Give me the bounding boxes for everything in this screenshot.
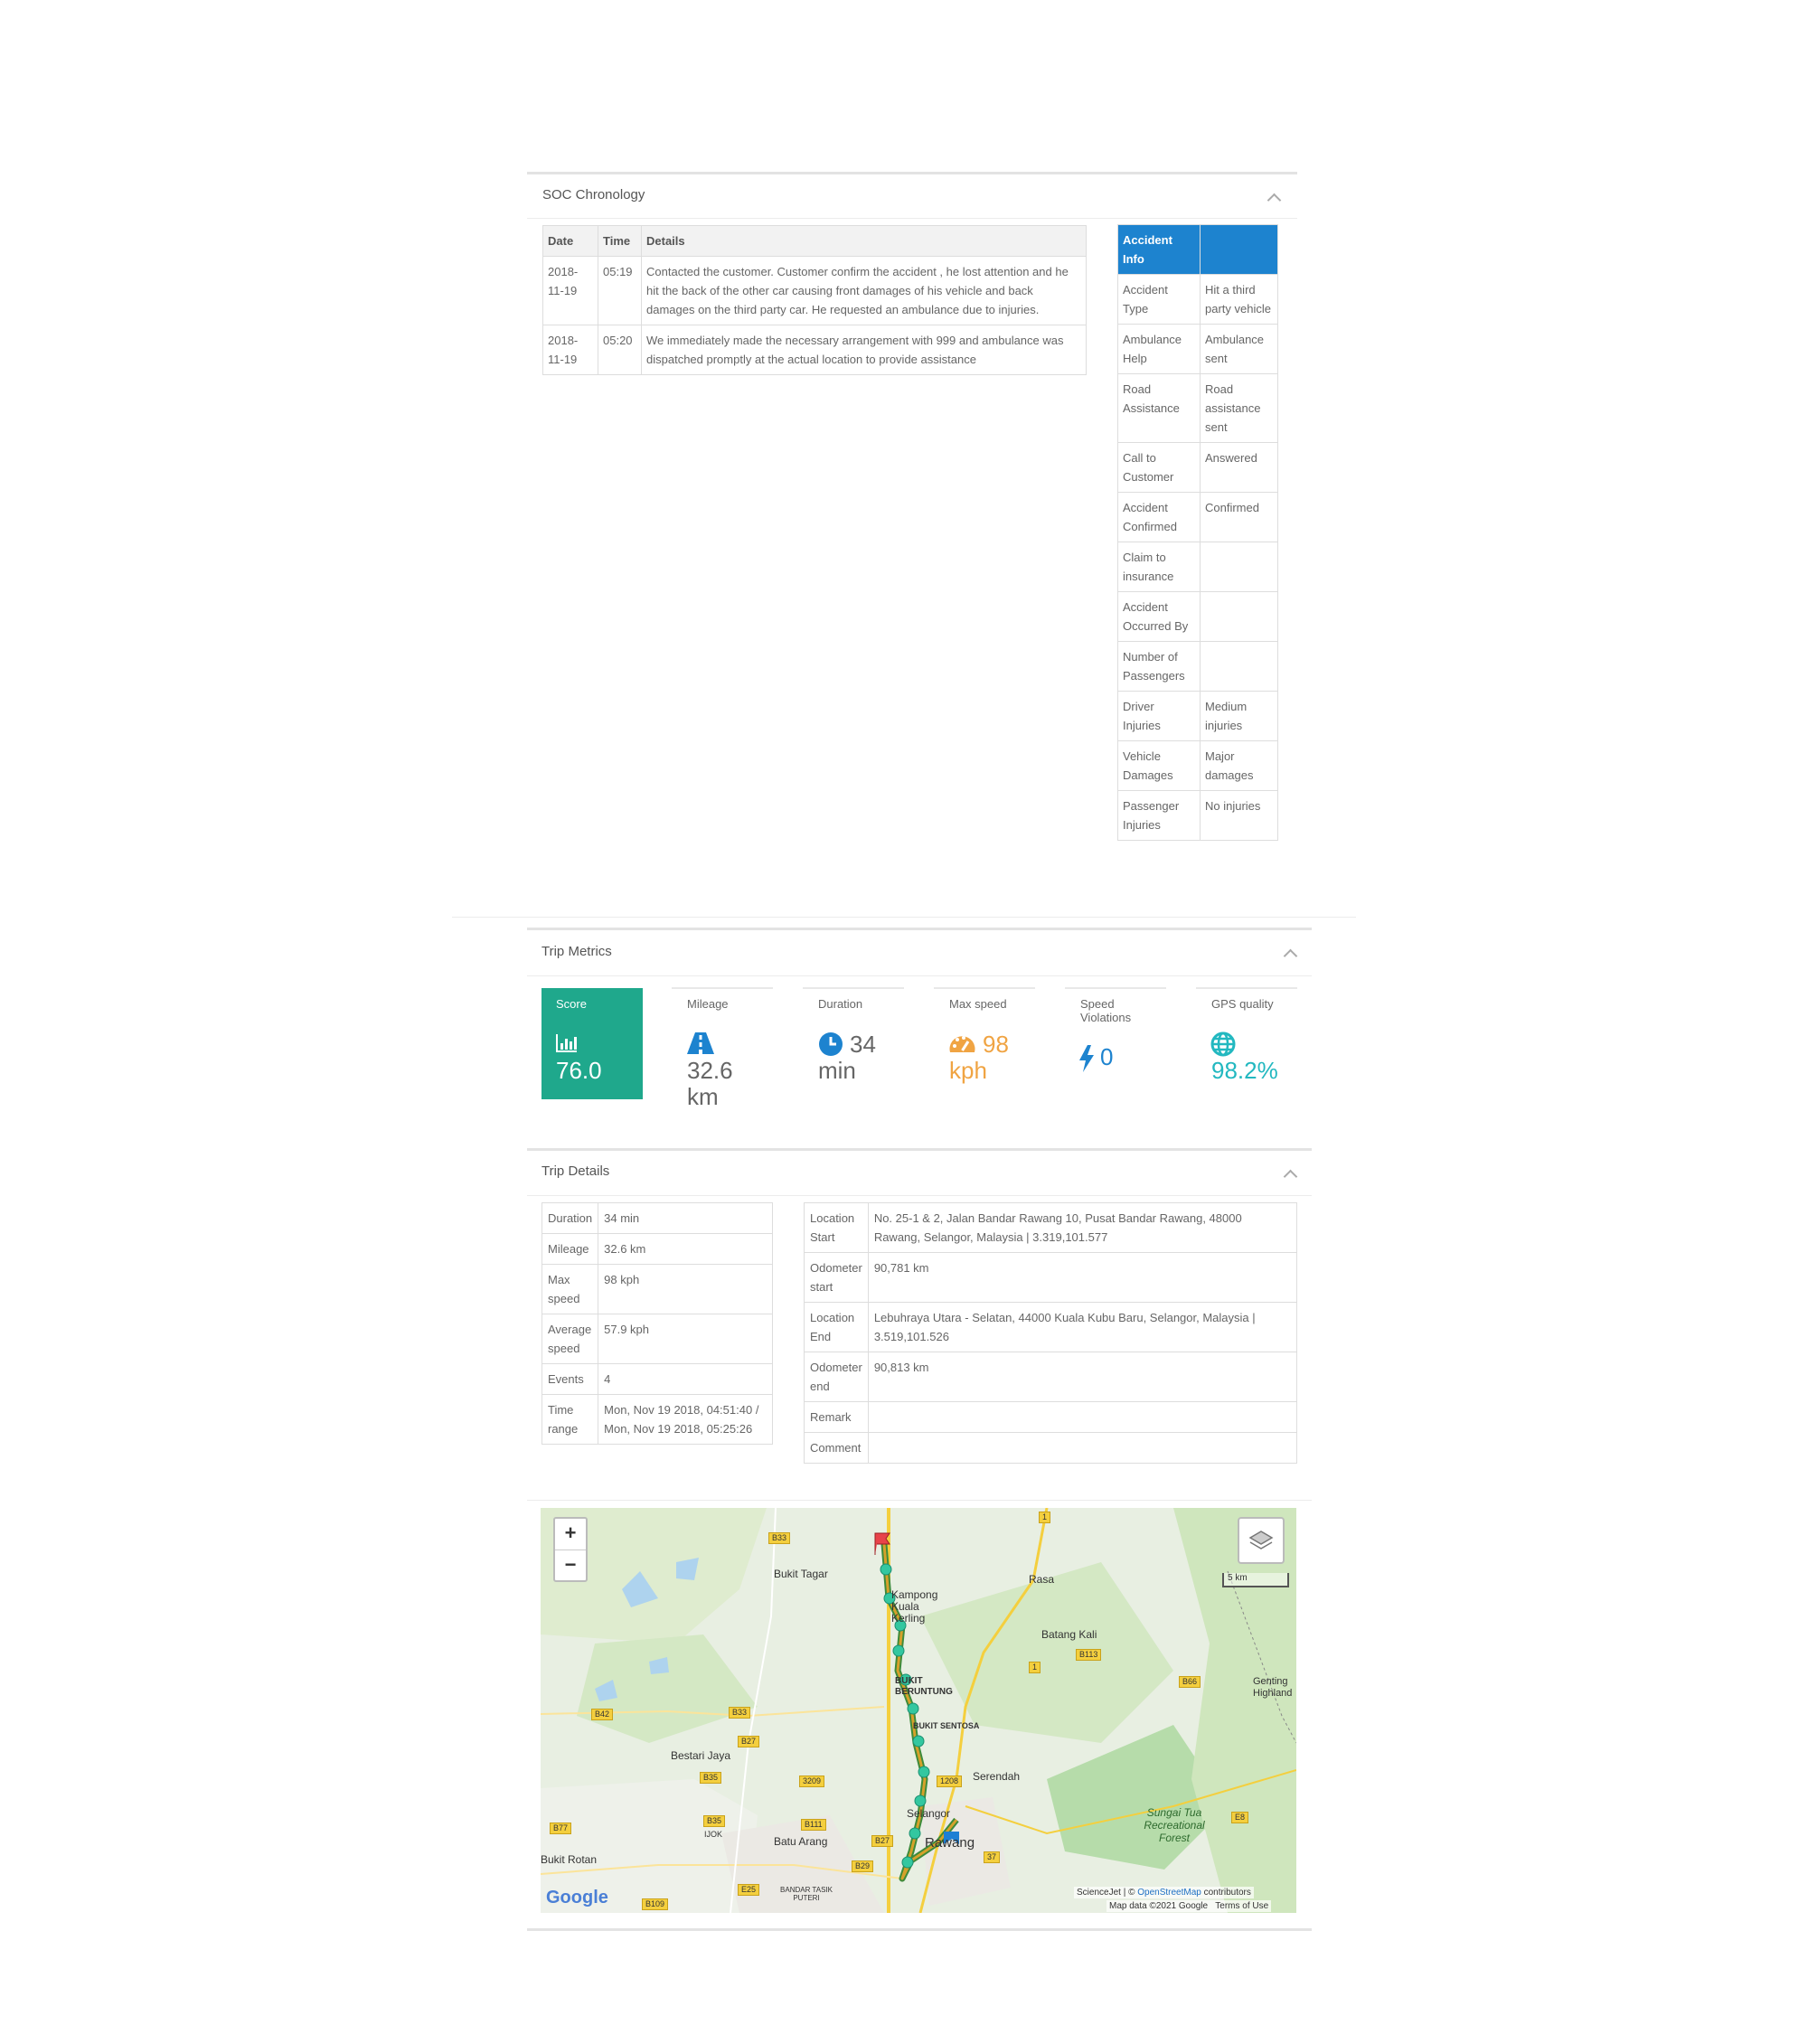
road-shield: B35	[703, 1815, 725, 1827]
row-label: Driver Injuries	[1118, 692, 1201, 741]
score-tile	[541, 988, 643, 1099]
row-value	[868, 1433, 1296, 1464]
panel-header-divider	[527, 1195, 1312, 1196]
row-value: No injuries	[1201, 791, 1278, 841]
table-row	[1118, 791, 1278, 841]
trip-metrics-title: Trip Metrics	[541, 944, 612, 959]
trip-details-title: Trip Details	[541, 1163, 610, 1179]
cell-time: 05:19	[598, 257, 642, 325]
max-speed-unit: kph	[949, 1057, 987, 1084]
table-row	[543, 257, 1087, 325]
accident-info-rows	[1118, 275, 1278, 841]
row-label: Accident Confirmed	[1118, 493, 1201, 542]
osm-link[interactable]: OpenStreetMap	[1137, 1888, 1201, 1898]
row-value: 4	[598, 1364, 773, 1395]
table-row	[1118, 592, 1278, 642]
row-value: No. 25-1 & 2, Jalan Bandar Rawang 10, Pusat Bandar Rawang, 48000 Rawang, Selangor, Malaysia | 3.319,101.577	[868, 1203, 1296, 1253]
row-label: Comment	[805, 1433, 869, 1464]
metric-top-border	[1196, 987, 1297, 989]
place-label: Rasa	[1029, 1573, 1055, 1586]
row-value: 32.6 km	[598, 1234, 773, 1265]
road-shield: B35	[700, 1772, 721, 1784]
place-label: Bukit Tagar	[774, 1568, 828, 1580]
place-label: Genting Highland	[1253, 1676, 1293, 1699]
row-label: Average speed	[542, 1314, 598, 1364]
row-value: Road assistance sent	[1201, 374, 1278, 443]
row-label: Mileage	[542, 1234, 598, 1265]
mileage-unit: km	[687, 1083, 719, 1110]
row-value: Lebuhraya Utara - Selatan, 44000 Kuala Kubu Baru, Selangor, Malaysia | 3.519,101.526	[868, 1303, 1296, 1352]
road-shield: B29	[852, 1860, 873, 1872]
place-label: Bestari Jaya	[671, 1749, 731, 1762]
table-row	[805, 1352, 1297, 1402]
road-shield: 1	[1029, 1662, 1041, 1673]
row-label: Call to Customer	[1118, 443, 1201, 493]
map-data-footer	[1106, 1900, 1271, 1912]
gps-quality-value: 98.2%	[1211, 1057, 1278, 1084]
place-label: Rawang	[925, 1835, 975, 1851]
trip-details-right-table	[804, 1202, 1297, 1464]
mileage-value: 32.6	[687, 1057, 733, 1084]
row-label: Time range	[542, 1395, 598, 1445]
table-row	[1118, 642, 1278, 692]
table-row	[1118, 275, 1278, 325]
panel-divider	[527, 1148, 1312, 1151]
trip-details-left-rows	[542, 1203, 773, 1445]
terms-of-use-link[interactable]: Terms of Use	[1215, 1901, 1269, 1911]
table-row	[805, 1402, 1297, 1433]
row-label: Passenger Injuries	[1118, 791, 1201, 841]
table-row	[542, 1265, 773, 1314]
column-header-time: Time	[598, 226, 642, 257]
table-row	[543, 325, 1087, 375]
zoom-control	[553, 1517, 588, 1582]
road-shield: B66	[1179, 1676, 1201, 1688]
section-divider	[452, 917, 1356, 918]
road-shield: B33	[729, 1707, 750, 1719]
place-label: BANDAR TASIK PUTERI	[780, 1886, 833, 1902]
max-speed-value: 98	[983, 1031, 1009, 1058]
road-shield: B77	[550, 1823, 571, 1834]
row-label: Remark	[805, 1402, 869, 1433]
row-value: Medium injuries	[1201, 692, 1278, 741]
bolt-icon	[1078, 1045, 1095, 1072]
table-row	[542, 1314, 773, 1364]
row-value: Ambulance sent	[1201, 325, 1278, 374]
table-row	[805, 1303, 1297, 1352]
row-label: Odometer start	[805, 1253, 869, 1303]
row-label: Vehicle Damages	[1118, 741, 1201, 791]
globe-icon	[1210, 1031, 1236, 1057]
table-row	[805, 1433, 1297, 1464]
row-value: Confirmed	[1201, 493, 1278, 542]
row-label: Ambulance Help	[1118, 325, 1201, 374]
cell-time: 05:20	[598, 325, 642, 375]
place-label: Sungai Tua Recreational Forest	[1144, 1806, 1205, 1844]
duration-unit: min	[818, 1057, 856, 1084]
place-label: IJOK	[704, 1830, 723, 1839]
map-data-text: Map data ©2021 Google	[1109, 1901, 1209, 1911]
soc-table	[542, 225, 1087, 375]
metric-top-border	[672, 987, 773, 989]
trip-details-left-table	[541, 1202, 773, 1445]
metric-top-border	[1065, 987, 1166, 989]
layers-icon	[1248, 1530, 1274, 1551]
place-label: BUKIT BERUNTUNG	[895, 1676, 953, 1697]
attribution-suffix: contributors	[1203, 1888, 1251, 1898]
trip-details-right-rows	[805, 1203, 1297, 1464]
place-label: Selangor	[907, 1807, 951, 1820]
mileage-label: Mileage	[687, 997, 729, 1011]
table-row	[1118, 443, 1278, 493]
row-value: 90,781 km	[868, 1253, 1296, 1303]
gps-quality-label: GPS quality	[1211, 997, 1274, 1011]
accident-info-header: Accident Info	[1118, 225, 1201, 275]
road-shield: 3209	[799, 1776, 824, 1787]
zoom-out-button[interactable]: −	[564, 1553, 577, 1576]
road-shield: B113	[1076, 1649, 1101, 1661]
road-shield: 1208	[937, 1776, 962, 1787]
table-row	[542, 1234, 773, 1265]
score-value: 76.0	[556, 1057, 602, 1084]
collapse-chevron-up-icon[interactable]	[1267, 193, 1282, 208]
place-label: Serendah	[973, 1770, 1021, 1783]
row-value	[868, 1402, 1296, 1433]
table-row	[542, 1395, 773, 1445]
road-shield: B111	[801, 1819, 826, 1831]
row-label: Odometer end	[805, 1352, 869, 1402]
table-row	[1118, 325, 1278, 374]
bar-chart-icon	[556, 1033, 578, 1053]
duration-value: 34	[850, 1031, 876, 1058]
road-shield: B27	[738, 1736, 759, 1747]
panel-divider	[527, 1928, 1312, 1931]
row-label: Duration	[542, 1203, 598, 1234]
column-header-date: Date	[543, 226, 598, 257]
map-scale: 5 km	[1222, 1573, 1289, 1587]
road-shield: B33	[768, 1532, 790, 1544]
table-row	[1118, 741, 1278, 791]
place-label: Kampong Kuala Kerling	[891, 1588, 938, 1625]
panel-divider	[527, 928, 1312, 930]
table-row	[542, 1203, 773, 1234]
column-header-details: Details	[642, 226, 1087, 257]
row-value: 90,813 km	[868, 1352, 1296, 1402]
row-label: Number of Passengers	[1118, 642, 1201, 692]
road-shield: B109	[642, 1898, 668, 1910]
row-value	[1201, 542, 1278, 592]
table-row	[1118, 692, 1278, 741]
speedometer-icon	[948, 1032, 976, 1056]
row-value: 98 kph	[598, 1265, 773, 1314]
clock-icon	[818, 1031, 843, 1057]
score-label: Score	[556, 997, 587, 1011]
row-value: Answered	[1201, 443, 1278, 493]
row-value: 34 min	[598, 1203, 773, 1234]
table-row	[805, 1203, 1297, 1253]
map-tiles	[541, 1508, 1296, 1913]
zoom-in-button[interactable]: +	[555, 1519, 586, 1550]
road-shield: 1	[1039, 1512, 1050, 1523]
road-shield: E8	[1231, 1812, 1248, 1823]
row-label: Events	[542, 1364, 598, 1395]
panel-header-divider	[527, 218, 1297, 219]
panel-divider	[527, 172, 1297, 174]
row-value: Mon, Nov 19 2018, 04:51:40 / Mon, Nov 19 2018, 05:25:26	[598, 1395, 773, 1445]
road-shield: 37	[984, 1851, 1000, 1863]
cell-date: 2018-11-19	[543, 257, 598, 325]
road-shield: B42	[591, 1709, 613, 1720]
attribution-prefix: ScienceJet | ©	[1077, 1888, 1135, 1898]
road-shield: B27	[871, 1835, 893, 1847]
map-divider	[527, 1500, 1312, 1501]
table-row	[805, 1253, 1297, 1303]
place-label: Batu Arang	[774, 1835, 828, 1848]
table-row	[542, 1364, 773, 1395]
place-label: Bukit Rotan	[541, 1853, 598, 1866]
metric-top-border	[934, 987, 1035, 989]
row-value	[1201, 592, 1278, 642]
row-value: 57.9 kph	[598, 1314, 773, 1364]
row-label: Location End	[805, 1303, 869, 1352]
place-label: Batang Kali	[1041, 1628, 1097, 1641]
panel-header-divider	[527, 975, 1312, 976]
row-label: Road Assistance	[1118, 374, 1201, 443]
accident-info-table	[1117, 224, 1278, 841]
row-value: Major damages	[1201, 741, 1278, 791]
place-label: BUKIT SENTOSA	[913, 1721, 980, 1730]
row-label: Accident Occurred By	[1118, 592, 1201, 642]
road-icon	[687, 1032, 714, 1054]
max-speed-label: Max speed	[949, 997, 1007, 1011]
google-logo: Google	[546, 1888, 608, 1907]
road-shield: E25	[738, 1884, 759, 1896]
table-row	[1118, 374, 1278, 443]
map-attribution	[1074, 1887, 1254, 1898]
collapse-chevron-up-icon[interactable]	[1284, 1170, 1298, 1184]
row-label: Max speed	[542, 1265, 598, 1314]
speed-violations-value: 0	[1100, 1043, 1114, 1070]
row-label: Accident Type	[1118, 275, 1201, 325]
soc-panel-title: SOC Chronology	[542, 187, 645, 203]
cell-details: We immediately made the necessary arrangement with 999 and ambulance was dispatched promptly at the actual location to provide assistance	[642, 325, 1087, 375]
metric-top-border	[803, 987, 904, 989]
collapse-chevron-up-icon[interactable]	[1284, 949, 1298, 964]
table-row	[1118, 542, 1278, 592]
cell-details: Contacted the customer. Customer confirm the accident , he lost attention and he hit the back of the other car causing front damages of his vehicle and back damages on the third party car. He requested an ambulance due to injuries.	[642, 257, 1087, 325]
table-row	[1118, 493, 1278, 542]
row-label: Location Start	[805, 1203, 869, 1253]
layers-button[interactable]	[1238, 1517, 1285, 1564]
accident-info-header-blank	[1201, 225, 1278, 275]
row-value: Hit a third party vehicle	[1201, 275, 1278, 325]
trip-map[interactable]	[541, 1508, 1296, 1913]
row-label: Claim to insurance	[1118, 542, 1201, 592]
speed-violations-label: Speed Violations	[1080, 997, 1132, 1024]
cell-date: 2018-11-19	[543, 325, 598, 375]
duration-label: Duration	[818, 997, 863, 1011]
row-value	[1201, 642, 1278, 692]
